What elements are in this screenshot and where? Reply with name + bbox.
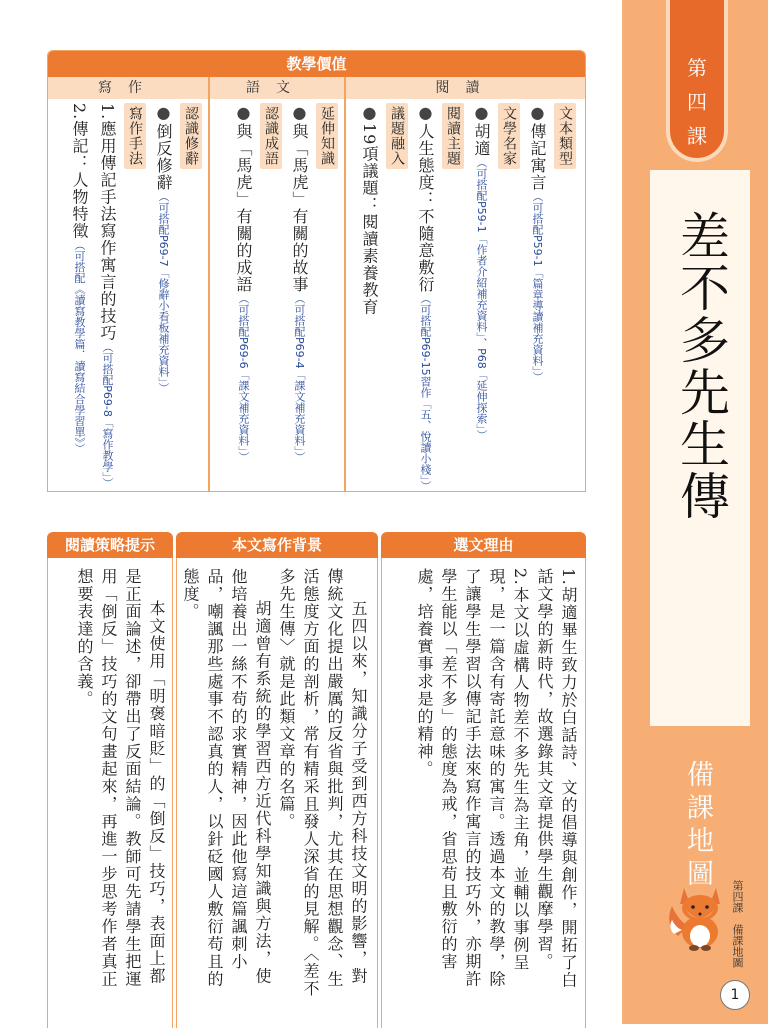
column-header-language: 語文 bbox=[246, 80, 306, 96]
lesson-title: 差不多先生傳 bbox=[672, 210, 730, 522]
background-paragraph-1: 五四以來，知識分子受到西方科技文明的影響，對傳統文化提出嚴厲的反省與批判，尤其在思想觀念、生活態度方面的剖析，常有精采且發人深省的見解。〈差不多先生傳〉就是此類文章的名篇。 bbox=[277, 568, 368, 998]
list-item: 2.傳記：人物特徵（可搭配《讀寫教學篇．讀寫結合學習單》） bbox=[70, 103, 89, 454]
list-item: ●胡適（可搭配P59-1「作者介紹補充資料」、P68「延伸探索」） bbox=[472, 103, 491, 441]
category-label: 認識修辭 bbox=[180, 103, 202, 169]
language-column bbox=[220, 103, 338, 487]
category-label: 文學名家 bbox=[498, 103, 520, 169]
list-item: ●與「馬虎」有關的成語（可搭配P69-6「課文補充資料」） bbox=[234, 103, 253, 463]
category-label: 延伸知識 bbox=[316, 103, 338, 169]
column-divider bbox=[208, 77, 210, 492]
page-number: 1 bbox=[720, 980, 750, 1010]
category-label: 寫作手法 bbox=[124, 103, 146, 169]
reason-paragraph-2: 2.本文以虛構人物差不多先生為主角，並輔以事例呈現，是一篇含有寄託意味的寓言。透過本文的教學，除了讓學生學習以傳記手法來寫作寓言的技巧外，亦期許學生能以「差不多」的態度為戒，省思苟且敷衍的害處，培養實事求是的精神。 bbox=[415, 568, 530, 988]
column-header-reading: 閱讀 bbox=[435, 80, 496, 96]
strategy-text bbox=[56, 568, 168, 998]
list-item: ●19項議題：閱讀素養教育 bbox=[360, 103, 379, 316]
category-label: 閱讀主題 bbox=[442, 103, 464, 169]
column-header-writing: 寫作 bbox=[98, 80, 158, 96]
list-item: ●倒反修辭（可搭配P69-7「修辭小看板補充資料」） bbox=[154, 103, 173, 394]
list-item: 1.應用傳記手法寫作寓言的技巧（可搭配P69-8「寫作教學」） bbox=[98, 103, 117, 489]
reason-text bbox=[390, 568, 580, 998]
background-text bbox=[181, 568, 370, 998]
section-label: 備課地圖 bbox=[682, 760, 713, 892]
column-divider bbox=[344, 77, 346, 492]
category-label: 文本類型 bbox=[554, 103, 576, 169]
reason-paragraph-1: 1.胡適畢生致力於白話詩、文的倡導與創作，開拓了白話文學的新時代，故選錄其文章提供學生觀摩學習。 bbox=[535, 568, 578, 989]
fox-mascot-icon bbox=[664, 876, 730, 952]
strategy-paragraph-1: 本文使用「明褒暗貶」的「倒反」技巧，表面上都是正面論述，卻帶出了反面結論。教師可先請學生把運用「倒反」技巧的文句畫起來，再進一步思考作者真正想要表達的含義。 bbox=[75, 568, 166, 988]
lesson-char: 四 bbox=[687, 90, 707, 114]
lesson-tag bbox=[670, 0, 724, 158]
teaching-value-table bbox=[47, 50, 586, 492]
writing-column bbox=[56, 103, 202, 487]
background-header: 本文寫作背景 bbox=[176, 532, 378, 558]
list-item: ●與「馬虎」有關的故事（可搭配P69-4「課文補充資料」） bbox=[290, 103, 309, 463]
side-note-lesson: 第四課 bbox=[731, 880, 744, 913]
reading-column bbox=[354, 103, 576, 492]
category-label: 認識成語 bbox=[260, 103, 282, 169]
strategy-header: 閱讀策略提示 bbox=[47, 532, 173, 558]
reason-header: 選文理由 bbox=[381, 532, 586, 558]
category-label: 議題融入 bbox=[386, 103, 408, 169]
list-item: ●人生態度：不隨意敷衍（可搭配P69-15習作「五、悅讀小棧」） bbox=[416, 103, 435, 492]
lesson-char: 第 bbox=[687, 56, 707, 80]
teaching-value-header: 教學價值 bbox=[48, 51, 585, 77]
background-paragraph-2: 胡適曾有系統的學習西方近代科學知識與方法，使他培養出一絲不苟的求實精神，因此他寫這篇諷刺小品，嘲諷那些處事不認真的人，以針砭國人敷衍苟且的態度。 bbox=[181, 568, 272, 988]
side-note-label: 備課地圖 bbox=[731, 924, 744, 968]
list-item: ●傳記寓言（可搭配P59-1「篇章導讀補充資料」） bbox=[528, 103, 547, 383]
lesson-char: 課 bbox=[687, 124, 707, 148]
side-note bbox=[730, 880, 744, 968]
teaching-value-subheader bbox=[48, 77, 585, 99]
